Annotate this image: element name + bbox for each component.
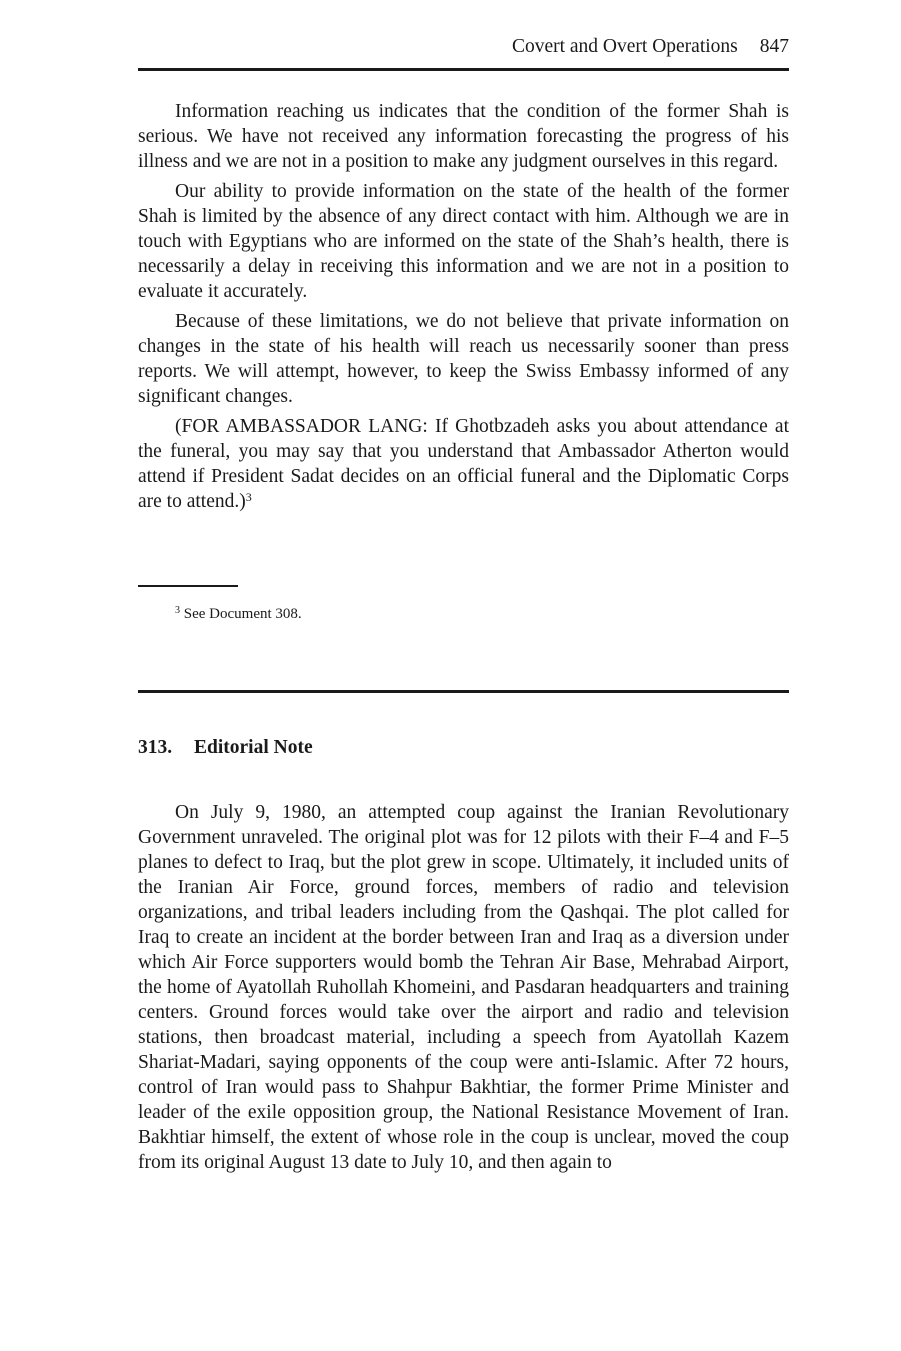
- paragraph: Information reaching us indicates that the condition of the former Shah is serious. We have not received any information forecasting the progress of his illness and we are not in a position to make any judgment ourselves in this regard.: [138, 101, 789, 172]
- running-title: Covert and Overt Operations: [511, 36, 738, 57]
- paragraph-text: (FOR AMBASSADOR LANG: If Ghotbzadeh asks you about attendance at the funeral, you may say that you understand that Ambassador Atherton would attend if President Sadat decides on an official funeral and the Diplomatic Corps are to attend.): [138, 416, 789, 512]
- paragraph: On July 9, 1980, an attempted coup against the Iranian Revolutionary Government unraveled. The original plot was for 12 pilots with their F–4 and F–5 planes to defect to Iraq, but the plot grew in scope. Ultimately, it included units of the Iranian Air Force, ground forces, members of radio and television organizations, and tribal leaders including from the Qashqai. The plot called for Iraq to create an incident at the border between Iran and Iraq as a diversion under which Air Force supporters would bomb the Tehran Air Base, Mehrabad Airport, the home of Ayatollah Ruhollah Khomeini, and Pasdaran headquarters and training centers. Ground forces would take over the airport and radio and television stations, then broadcast material, including a speech from Ayatollah Kazem Shariat-Madari, saying opponents of the coup were anti-Islamic. After 72 hours, control of Iran would pass to Shahpur Bakhtiar, the former Prime Minister and leader of the exile opposition group, the National Resistance Movement of Iran. Bakhtiar himself, the extent of whose role in the coup is unclear, moved the coup from its original August 13 date to July 10, and then again to: [138, 802, 789, 1173]
- section-title: Editorial Note: [194, 737, 313, 758]
- footnote-reference: 3: [245, 490, 252, 504]
- page-number: 847: [759, 36, 789, 57]
- section-heading: [138, 737, 313, 759]
- section-divider: [138, 690, 789, 693]
- footnote-text: See Document 308.: [183, 606, 302, 622]
- footnote-rule: [138, 585, 238, 587]
- footnote: [175, 604, 302, 624]
- running-head: [138, 36, 789, 64]
- footnote-marker: 3: [175, 605, 180, 616]
- lower-text-block: [138, 800, 789, 1180]
- paragraph: Our ability to provide information on the state of the health of the former Shah is limited by the absence of any direct contact with him. Although we are in touch with Egyptians who are informed on the state of the Shah’s health, there is necessarily a delay in receiving this information and we are not in a position to evaluate it accurately.: [138, 181, 789, 302]
- paragraph-with-footnote: [138, 414, 789, 514]
- upper-text-block: [138, 99, 789, 519]
- header-rule: [138, 68, 789, 71]
- paragraph: Because of these limitations, we do not believe that private information on changes in the state of his health will reach us necessarily sooner than press reports. We will attempt, however, to keep the Swiss Embassy informed of any significant changes.: [138, 311, 789, 407]
- section-number: 313.: [138, 737, 173, 758]
